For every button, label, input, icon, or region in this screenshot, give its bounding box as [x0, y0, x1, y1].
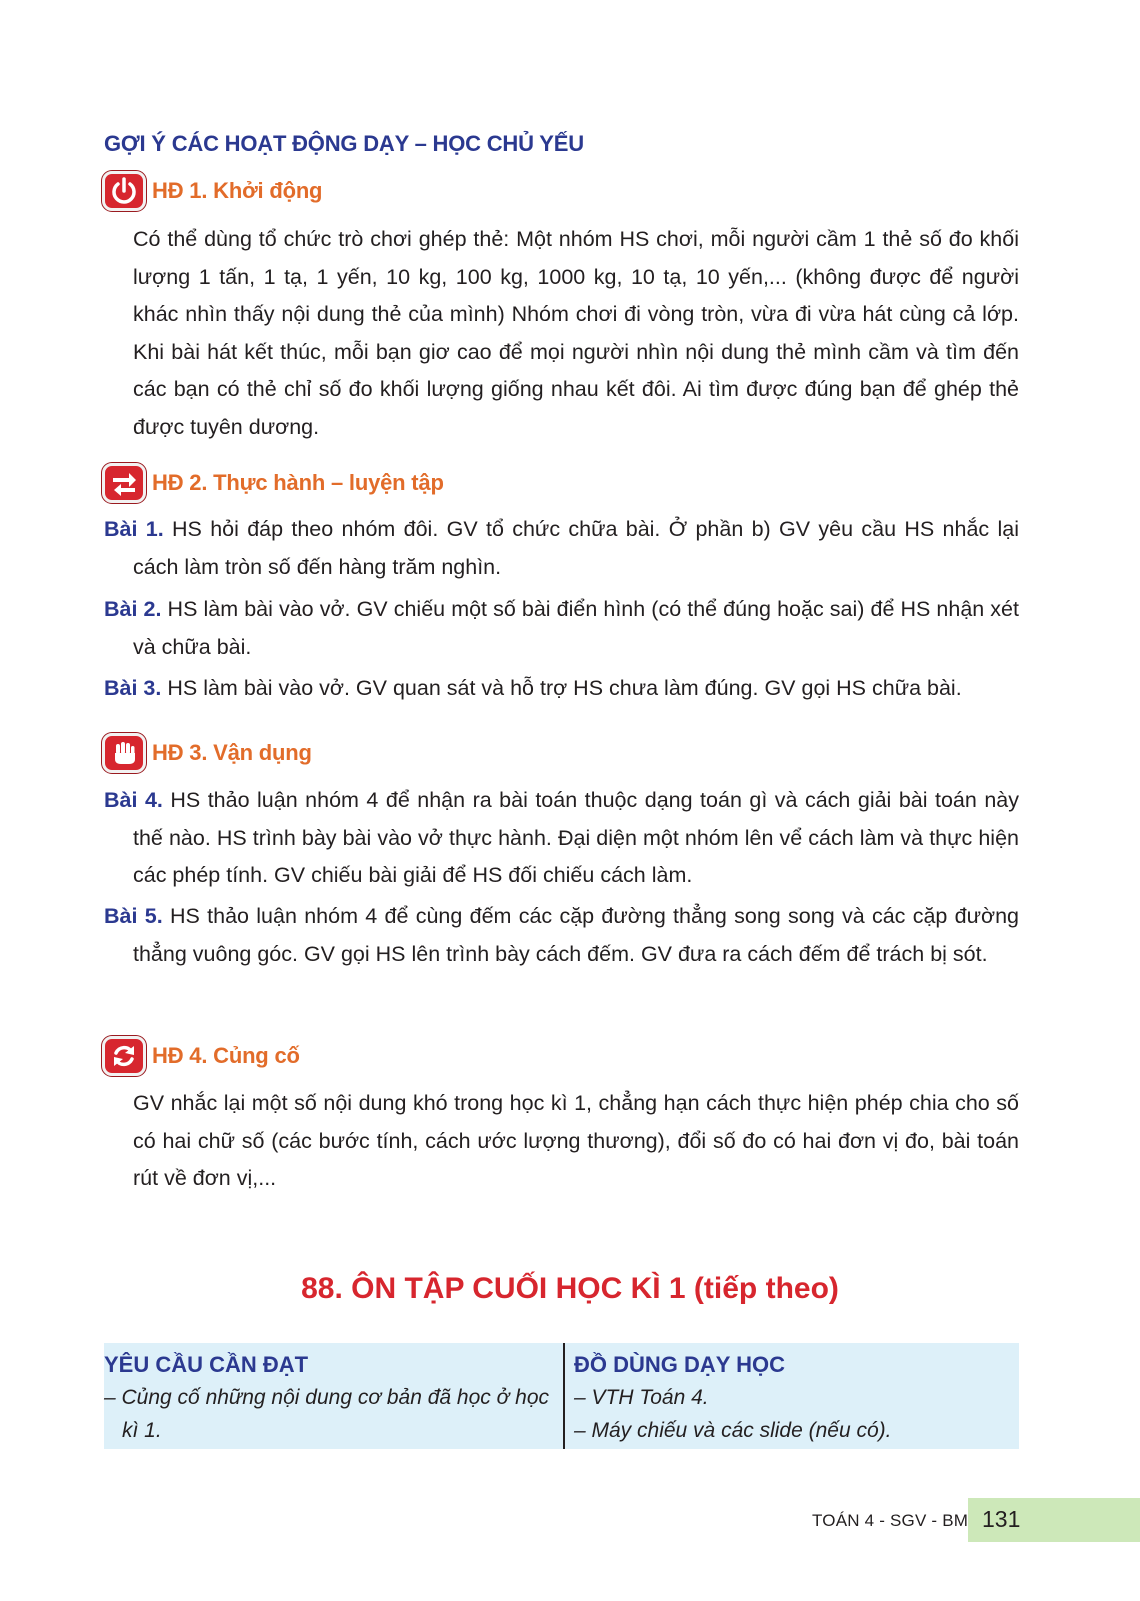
- column-divider: [563, 1343, 565, 1449]
- hd1-text: Có thể dùng tổ chức trò chơi ghép thẻ: Một nhóm HS chơi, mỗi người cầm 1 thẻ số đo khối lượng 1 tấn, 1 tạ, 1 yến, 10 kg, 100 kg, 1000 kg, 10 tạ, 10 yến,... (không được để người khác nhìn thấy nội dung thẻ của mình) Nhóm chơi đi vòng tròn, vừa đi vừa hát cùng cả lớp. Khi bài hát kết thúc, mỗi bạn giơ cao để mọi người nhìn nội dung thẻ mình cầm và tìm đến các bạn có thẻ chỉ số đo khối lượng giống nhau kết đôi. Ai tìm được đúng bạn để ghép thẻ được tuyên dương.: [133, 227, 1019, 439]
- materials-heading: ĐỒ DÙNG DẠY HỌC: [574, 1352, 786, 1377]
- hd2-title: HĐ 2. Thực hành – luyện tập: [152, 470, 444, 495]
- hd4-text: GV nhắc lại một số nội dung khó trong học kì 1, chẳng hạn cách thực hiện phép chia cho số có hai chữ số (các bước tính, cách ước lượng thương), đổi số đo có hai đơn vị đo, bài toán rút về đơn vị,...: [133, 1091, 1019, 1190]
- power-icon: [102, 171, 146, 211]
- material-item: – VTH Toán 4.: [574, 1386, 709, 1409]
- bai-3: [104, 670, 1019, 708]
- bai-1-label: Bài 1.: [104, 517, 164, 541]
- bai-1: [104, 511, 1019, 586]
- bai-2: [104, 591, 1019, 666]
- bai-4-label: Bài 4.: [104, 788, 163, 812]
- section-title: GỢI Ý CÁC HOẠT ĐỘNG DẠY – HỌC CHỦ YẾU: [104, 131, 584, 156]
- hd3-heading: [102, 733, 312, 773]
- bai-5: [104, 898, 1019, 973]
- requirement-item: – Củng cố những nội dung cơ bản đã học ở học kì 1.: [104, 1386, 550, 1442]
- bai-3-text: HS làm bài vào vở. GV quan sát và hỗ trợ HS chưa làm đúng. GV gọi HS chữa bài.: [167, 676, 962, 700]
- hd4-title: HĐ 4. Củng cố: [152, 1043, 300, 1068]
- materials-column: [574, 1349, 1014, 1447]
- book-label: TOÁN 4 - SGV - BM: [812, 1511, 969, 1530]
- swap-arrows-icon: [102, 463, 146, 503]
- hd1-heading: [102, 171, 322, 211]
- fist-icon: [102, 733, 146, 773]
- refresh-icon: [102, 1036, 146, 1076]
- bai-4-text: HS thảo luận nhóm 4 để nhận ra bài toán thuộc dạng toán gì và cách giải bài toán này thế nào. HS trình bày bài vào vở thực hành. Đại diện một nhóm lên vể cách làm và thực hiện các phép tính. GV chiếu bài giải để HS đối chiếu cách làm.: [133, 788, 1019, 887]
- bai-1-text: HS hỏi đáp theo nhóm đôi. GV tổ chức chữa bài. Ở phần b) GV yêu cầu HS nhắc lại cách làm tròn số đến hàng trăm nghìn.: [133, 517, 1019, 579]
- bai-5-text: HS thảo luận nhóm 4 để cùng đếm các cặp đường thẳng song song và các cặp đường thẳng vuông góc. GV gọi HS lên trình bày cách đếm. GV đưa ra cách đếm để trách bị sót.: [133, 904, 1020, 966]
- bai-5-label: Bài 5.: [104, 904, 163, 928]
- bai-2-text: HS làm bài vào vở. GV chiếu một số bài điển hình (có thể đúng hoặc sai) để HS nhận xét và chữa bài.: [133, 597, 1019, 659]
- requirements-column: [104, 1349, 559, 1447]
- material-item: – Máy chiếu và các slide (nếu có).: [574, 1419, 892, 1442]
- hd2-heading: [102, 463, 444, 503]
- hd3-title: HĐ 3. Vận dụng: [152, 740, 312, 765]
- page-number: 131: [982, 1506, 1021, 1532]
- bai-2-label: Bài 2.: [104, 597, 162, 621]
- requirements-heading: YÊU CẦU CẦN ĐẠT: [104, 1352, 309, 1377]
- hd1-title: HĐ 1. Khởi động: [152, 178, 323, 203]
- bai-3-label: Bài 3.: [104, 676, 162, 700]
- lesson-title: 88. ÔN TẬP CUỐI HỌC KÌ 1 (tiếp theo): [301, 1272, 839, 1305]
- requirements-box: [104, 1343, 1019, 1449]
- page-number-box: [968, 1498, 1140, 1542]
- bai-4: [104, 782, 1019, 895]
- hd4-heading: [102, 1036, 300, 1076]
